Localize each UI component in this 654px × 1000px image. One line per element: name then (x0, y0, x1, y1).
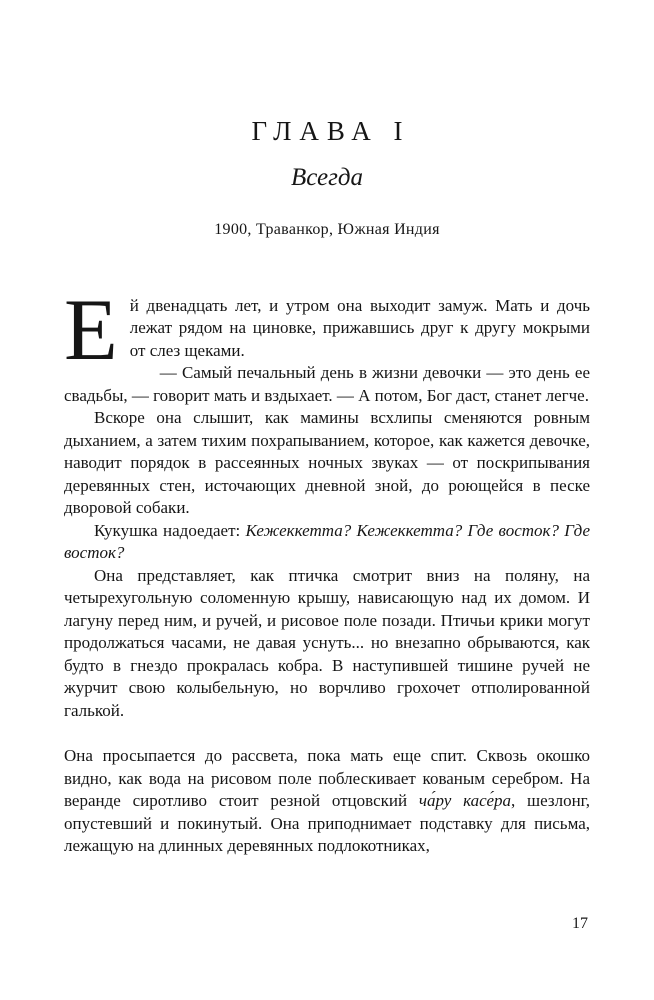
text-run: Вскоре она слышит, как мамины всхлипы сменяются ровным дыханием, а затем тихим похрапыванием, которое, как кажется девочке, наводит порядок в рассеянных ночных звуках — от поскрипывания деревянных стен, источающих дневной зной, до роющейся в песке дворовой собаки. (64, 408, 590, 518)
text-run: й двенадцать лет, и утром она выходит замуж. Мать и дочь лежат рядом на циновке, прижавшись друг к другу мокрыми от слез щеками. (129, 295, 590, 360)
page-number: 17 (572, 915, 588, 932)
italic-text-run: Кежеккетта? Кежеккетта? Где восток? Где восток? (64, 520, 590, 563)
drop-cap: Е (64, 281, 118, 379)
italic-text-run: ча́ру касе́ра (418, 791, 511, 811)
paragraph (64, 745, 590, 858)
paragraph (64, 281, 590, 379)
text-run: — Самый печальный день в жизни девочки — это день ее свадьбы, — говорит мать и вздыхает. — А потом, Бог даст, станет легче. (64, 363, 590, 405)
text-run: Она просыпается до рассвета, пока мать еще спит. Сквозь окошко видно, как вода на рисовом поле поблескивает кованым серебром. На веранде сиротливо стоит резной отцовский (64, 746, 590, 811)
paragraph (64, 362, 590, 407)
paragraph (64, 520, 590, 565)
body-text (64, 281, 590, 858)
chapter-label: ГЛАВА I (251, 116, 411, 146)
text-run: , шезлонг, опустевший и покинутый. Она приподнимает подставку для письма, лежащую на длинных деревянных подлокотниках, (64, 791, 590, 856)
paragraph (64, 565, 590, 723)
text-run: Она представляет, как птичка смотрит вниз на поляну, на четырехугольную соломенную крышу, нависающую над их домом. И лагуну перед ним, и ручей, и рисовое поле позади. Птичьи крики могут продолжаться часами, не давая уснуть... но внезапно обрываются, как будто в гнездо прокралась кобра. В наступившей тишине ручей не журчит свою колыбельную, но ворчливо грохочет отполированной галькой. (64, 565, 590, 720)
paragraph (64, 407, 590, 520)
chapter-title: Всегда (290, 164, 364, 192)
text-run: Кукушка надоедает: (94, 520, 246, 540)
chapter-dateline: 1900, Траванкор, Южная Индия (214, 220, 440, 238)
